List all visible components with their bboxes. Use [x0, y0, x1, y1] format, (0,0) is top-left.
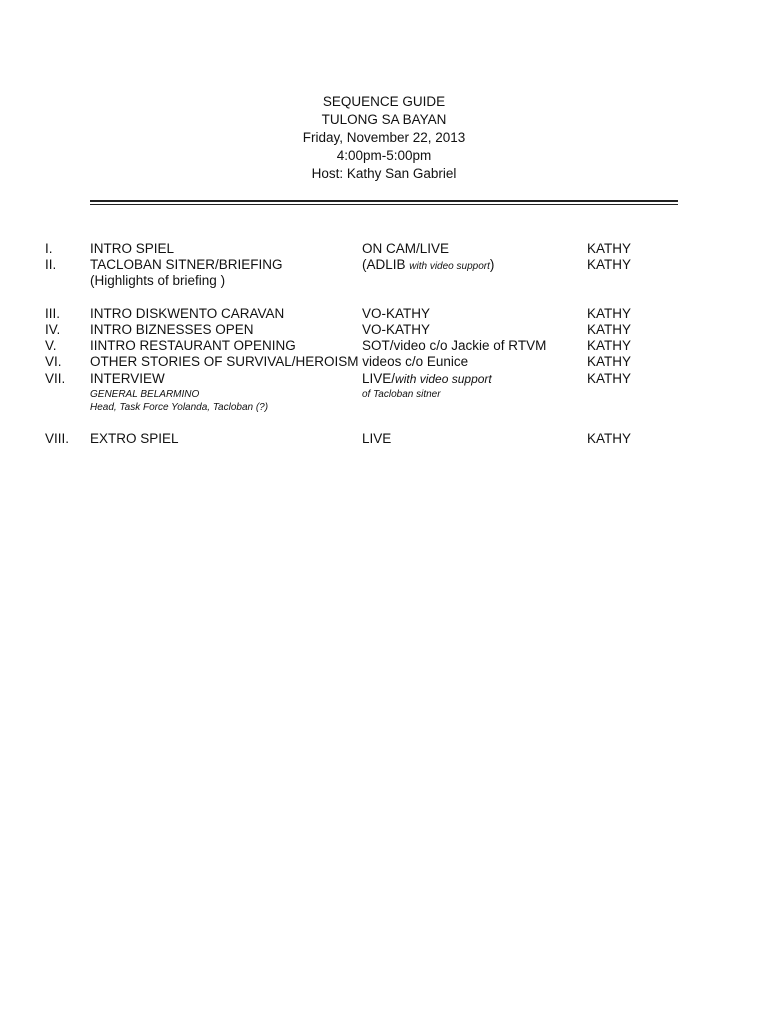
sequence-row — [0, 322, 768, 338]
row-segment: INTERVIEW — [90, 371, 165, 386]
format-italic: with video support — [395, 372, 492, 386]
row-note-text: (Highlights of briefing ) — [90, 273, 226, 288]
doc-title: SEQUENCE GUIDE — [322, 94, 446, 109]
row-segment: INTRO SPIEL — [90, 241, 175, 256]
show-date: Friday, November 22, 2013 — [302, 130, 466, 145]
row-segment: OTHER STORIES OF SURVIVAL/HEROISM videos c/o Eunice — [90, 354, 469, 369]
row-number: VIII. — [45, 431, 70, 446]
row-number: VII. — [45, 371, 66, 386]
sequence-row — [0, 257, 768, 273]
show-host: Host: Kathy San Gabriel — [311, 166, 457, 181]
row-subformat: of Tacloban sitner — [362, 389, 441, 400]
sequence-row — [0, 338, 768, 354]
row-talent: KATHY — [587, 322, 632, 337]
sequence-row — [0, 371, 768, 387]
row-talent: KATHY — [587, 371, 632, 386]
row-format — [362, 371, 492, 387]
sequence-row — [0, 306, 768, 322]
document-header — [0, 93, 768, 183]
row-number: II. — [45, 257, 57, 272]
row-segment: TACLOBAN SITNER/BRIEFING — [90, 257, 283, 272]
row-talent: KATHY — [587, 354, 632, 369]
format-italic: with video support — [409, 261, 490, 272]
show-time: 4:00pm-5:00pm — [336, 148, 432, 163]
sequence-row — [0, 431, 768, 447]
guest-title: Head, Task Force Yolanda, Tacloban (?) — [90, 402, 269, 413]
row-note — [0, 273, 768, 289]
format-text: LIVE/ — [362, 371, 396, 386]
header-divider — [90, 200, 678, 205]
row-talent: KATHY — [587, 241, 632, 256]
row-talent: KATHY — [587, 431, 632, 446]
row-segment: INTRO DISKWENTO CARAVAN — [90, 306, 285, 321]
row-format: ON CAM/LIVE — [362, 241, 450, 256]
row-segment: EXTRO SPIEL — [90, 431, 179, 446]
sequence-row — [0, 241, 768, 257]
show-name: TULONG SA BAYAN — [321, 112, 447, 127]
row-format: LIVE — [362, 431, 392, 446]
format-text: (ADLIB — [362, 257, 410, 272]
row-number: V. — [45, 338, 57, 353]
row-talent: KATHY — [587, 257, 632, 272]
row-number: IV. — [45, 322, 61, 337]
row-format: SOT/video c/o Jackie of RTVM — [362, 338, 547, 353]
guest-name: GENERAL BELARMINO — [90, 389, 200, 400]
row-segment: INTRO BIZNESSES OPEN — [90, 322, 254, 337]
row-format: VO-KATHY — [362, 306, 431, 321]
row-number: III. — [45, 306, 61, 321]
row-talent: KATHY — [587, 306, 632, 321]
sequence-row — [0, 354, 768, 370]
row-format: VO-KATHY — [362, 322, 431, 337]
row-segment: IINTRO RESTAURANT OPENING — [90, 338, 296, 353]
row-number: I. — [45, 241, 53, 256]
format-text: ) — [489, 257, 495, 272]
row-number: VI. — [45, 354, 62, 369]
row-talent: KATHY — [587, 338, 632, 353]
